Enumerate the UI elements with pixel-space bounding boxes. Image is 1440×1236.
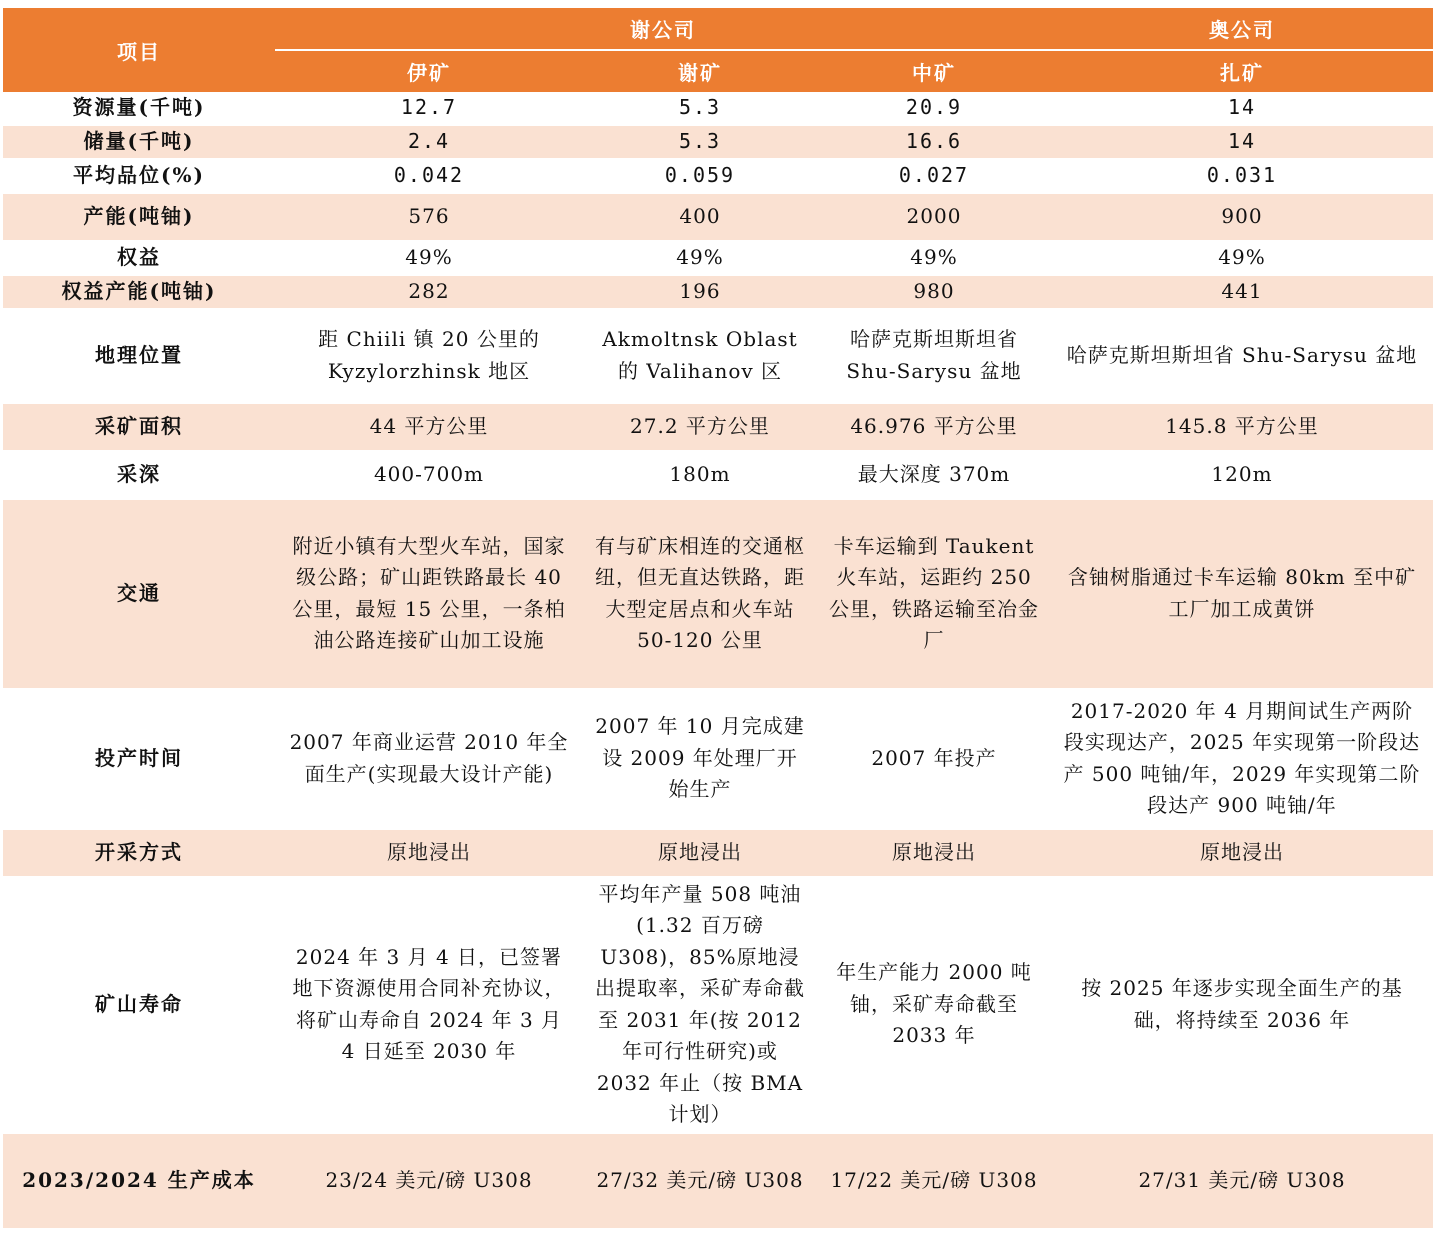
table-row — [3, 125, 1433, 159]
table-cell: 27.2 平方公里 — [583, 403, 817, 451]
table-cell: 145.8 平方公里 — [1051, 403, 1433, 451]
table-cell: 576 — [275, 193, 583, 241]
table-cell: 2024 年 3 月 4 日，已签署地下资源使用合同补充协议，将矿山寿命自 2024 年 3 月 4 日延至 2030 年 — [275, 877, 583, 1133]
table-cell: 原地浸出 — [1051, 829, 1433, 877]
table-cell: 441 — [1051, 275, 1433, 309]
row-label: 开采方式 — [3, 829, 275, 877]
table-cell: 2000 — [817, 193, 1051, 241]
table-cell: 49% — [817, 241, 1051, 275]
table-cell: 196 — [583, 275, 817, 309]
table-cell: 400 — [583, 193, 817, 241]
table-cell: 23/24 美元/磅 U308 — [275, 1133, 583, 1229]
table-cell: 0.031 — [1051, 159, 1433, 193]
row-label: 采深 — [3, 451, 275, 499]
table-cell: 0.042 — [275, 159, 583, 193]
table-cell: 5.3 — [583, 125, 817, 159]
table-cell: 27/31 美元/磅 U308 — [1051, 1133, 1433, 1229]
table-cell: 14 — [1051, 125, 1433, 159]
table-cell: 46.976 平方公里 — [817, 403, 1051, 451]
header-group-1: 谢公司 — [275, 8, 1051, 50]
table-cell: 12.7 — [275, 92, 583, 125]
table-row — [3, 309, 1433, 403]
row-label: 权益产能(吨铀) — [3, 275, 275, 309]
table-cell: 2007 年投产 — [817, 689, 1051, 829]
table-cell: 20.9 — [817, 92, 1051, 125]
table-cell: 有与矿床相连的交通枢纽，但无直达铁路，距大型定居点和火车站 50-120 公里 — [583, 499, 817, 689]
row-label: 矿山寿命 — [3, 877, 275, 1133]
table-row — [3, 877, 1433, 1133]
row-label: 地理位置 — [3, 309, 275, 403]
row-label: 资源量(千吨) — [3, 92, 275, 125]
table-cell: 按 2025 年逐步实现全面生产的基础，将持续至 2036 年 — [1051, 877, 1433, 1133]
table-cell: 附近小镇有大型火车站，国家级公路；矿山距铁路最长 40 公里，最短 15 公里，一条柏油公路连接矿山加工设施 — [275, 499, 583, 689]
table-row — [3, 403, 1433, 451]
table-cell: 0.059 — [583, 159, 817, 193]
table-cell: 282 — [275, 275, 583, 309]
table-cell: 原地浸出 — [583, 829, 817, 877]
table-row — [3, 1133, 1433, 1229]
table-row — [3, 499, 1433, 689]
header-mine-3: 中矿 — [817, 50, 1051, 92]
table-cell: 27/32 美元/磅 U308 — [583, 1133, 817, 1229]
table-cell: 年生产能力 2000 吨铀，采矿寿命截至 2033 年 — [817, 877, 1051, 1133]
mine-comparison-table-frame — [3, 8, 1433, 1228]
table-cell: 5.3 — [583, 92, 817, 125]
table-cell: 180m — [583, 451, 817, 499]
row-label: 储量(千吨) — [3, 125, 275, 159]
row-label: 权益 — [3, 241, 275, 275]
table-cell: 哈萨克斯坦斯坦省 Shu-Sarysu 盆地 — [1051, 309, 1433, 403]
table-row — [3, 689, 1433, 829]
header-mine-1: 伊矿 — [275, 50, 583, 92]
mine-comparison-table — [3, 8, 1433, 1230]
table-cell: 最大深度 370m — [817, 451, 1051, 499]
row-label: 交通 — [3, 499, 275, 689]
header-mine-2: 谢矿 — [583, 50, 817, 92]
table-row — [3, 241, 1433, 275]
table-cell: 2017-2020 年 4 月期间试生产两阶段实现达产，2025 年实现第一阶段达产 500 吨铀/年，2029 年实现第二阶段达产 900 吨铀/年 — [1051, 689, 1433, 829]
table-cell: 17/22 美元/磅 U308 — [817, 1133, 1051, 1229]
table-cell: 49% — [275, 241, 583, 275]
table-row — [3, 275, 1433, 309]
table-cell: 距 Chiili 镇 20 公里的 Kyzylorzhinsk 地区 — [275, 309, 583, 403]
table-cell: 400-700m — [275, 451, 583, 499]
row-label: 平均品位(%) — [3, 159, 275, 193]
table-row — [3, 92, 1433, 125]
table-cell: 49% — [583, 241, 817, 275]
row-label: 2023/2024 生产成本 — [3, 1133, 275, 1229]
table-row — [3, 829, 1433, 877]
table-cell: 卡车运输到 Taukent 火车站，运距约 250 公里，铁路运输至冶金厂 — [817, 499, 1051, 689]
table-cell: 44 平方公里 — [275, 403, 583, 451]
table-cell: 900 — [1051, 193, 1433, 241]
header-group-2: 奥公司 — [1051, 8, 1433, 50]
table-cell: 含铀树脂通过卡车运输 80km 至中矿工厂加工成黄饼 — [1051, 499, 1433, 689]
row-label: 投产时间 — [3, 689, 275, 829]
table-cell: 2.4 — [275, 125, 583, 159]
table-row — [3, 159, 1433, 193]
table-cell: 16.6 — [817, 125, 1051, 159]
table-cell: 0.027 — [817, 159, 1051, 193]
table-cell: 原地浸出 — [817, 829, 1051, 877]
table-cell: 原地浸出 — [275, 829, 583, 877]
table-cell: 哈萨克斯坦斯坦省 Shu-Sarysu 盆地 — [817, 309, 1051, 403]
row-label: 产能(吨铀) — [3, 193, 275, 241]
table-row — [3, 193, 1433, 241]
header-mine-4: 扎矿 — [1051, 50, 1433, 92]
table-cell: 2007 年商业运营 2010 年全面生产(实现最大设计产能) — [275, 689, 583, 829]
table-cell: 49% — [1051, 241, 1433, 275]
header-item: 项目 — [3, 8, 275, 92]
table-cell: Akmoltnsk Oblast 的 Valihanov 区 — [583, 309, 817, 403]
table-cell: 平均年产量 508 吨油(1.32 百万磅 U308)，85%原地浸出提取率，采矿寿命截至 2031 年(按 2012 年可行性研究)或 2032 年止（按 BMA 计划） — [583, 877, 817, 1133]
table-row — [3, 451, 1433, 499]
table-cell: 120m — [1051, 451, 1433, 499]
table-cell: 2007 年 10 月完成建设 2009 年处理厂开始生产 — [583, 689, 817, 829]
table-cell: 14 — [1051, 92, 1433, 125]
row-label: 采矿面积 — [3, 403, 275, 451]
table-cell: 980 — [817, 275, 1051, 309]
